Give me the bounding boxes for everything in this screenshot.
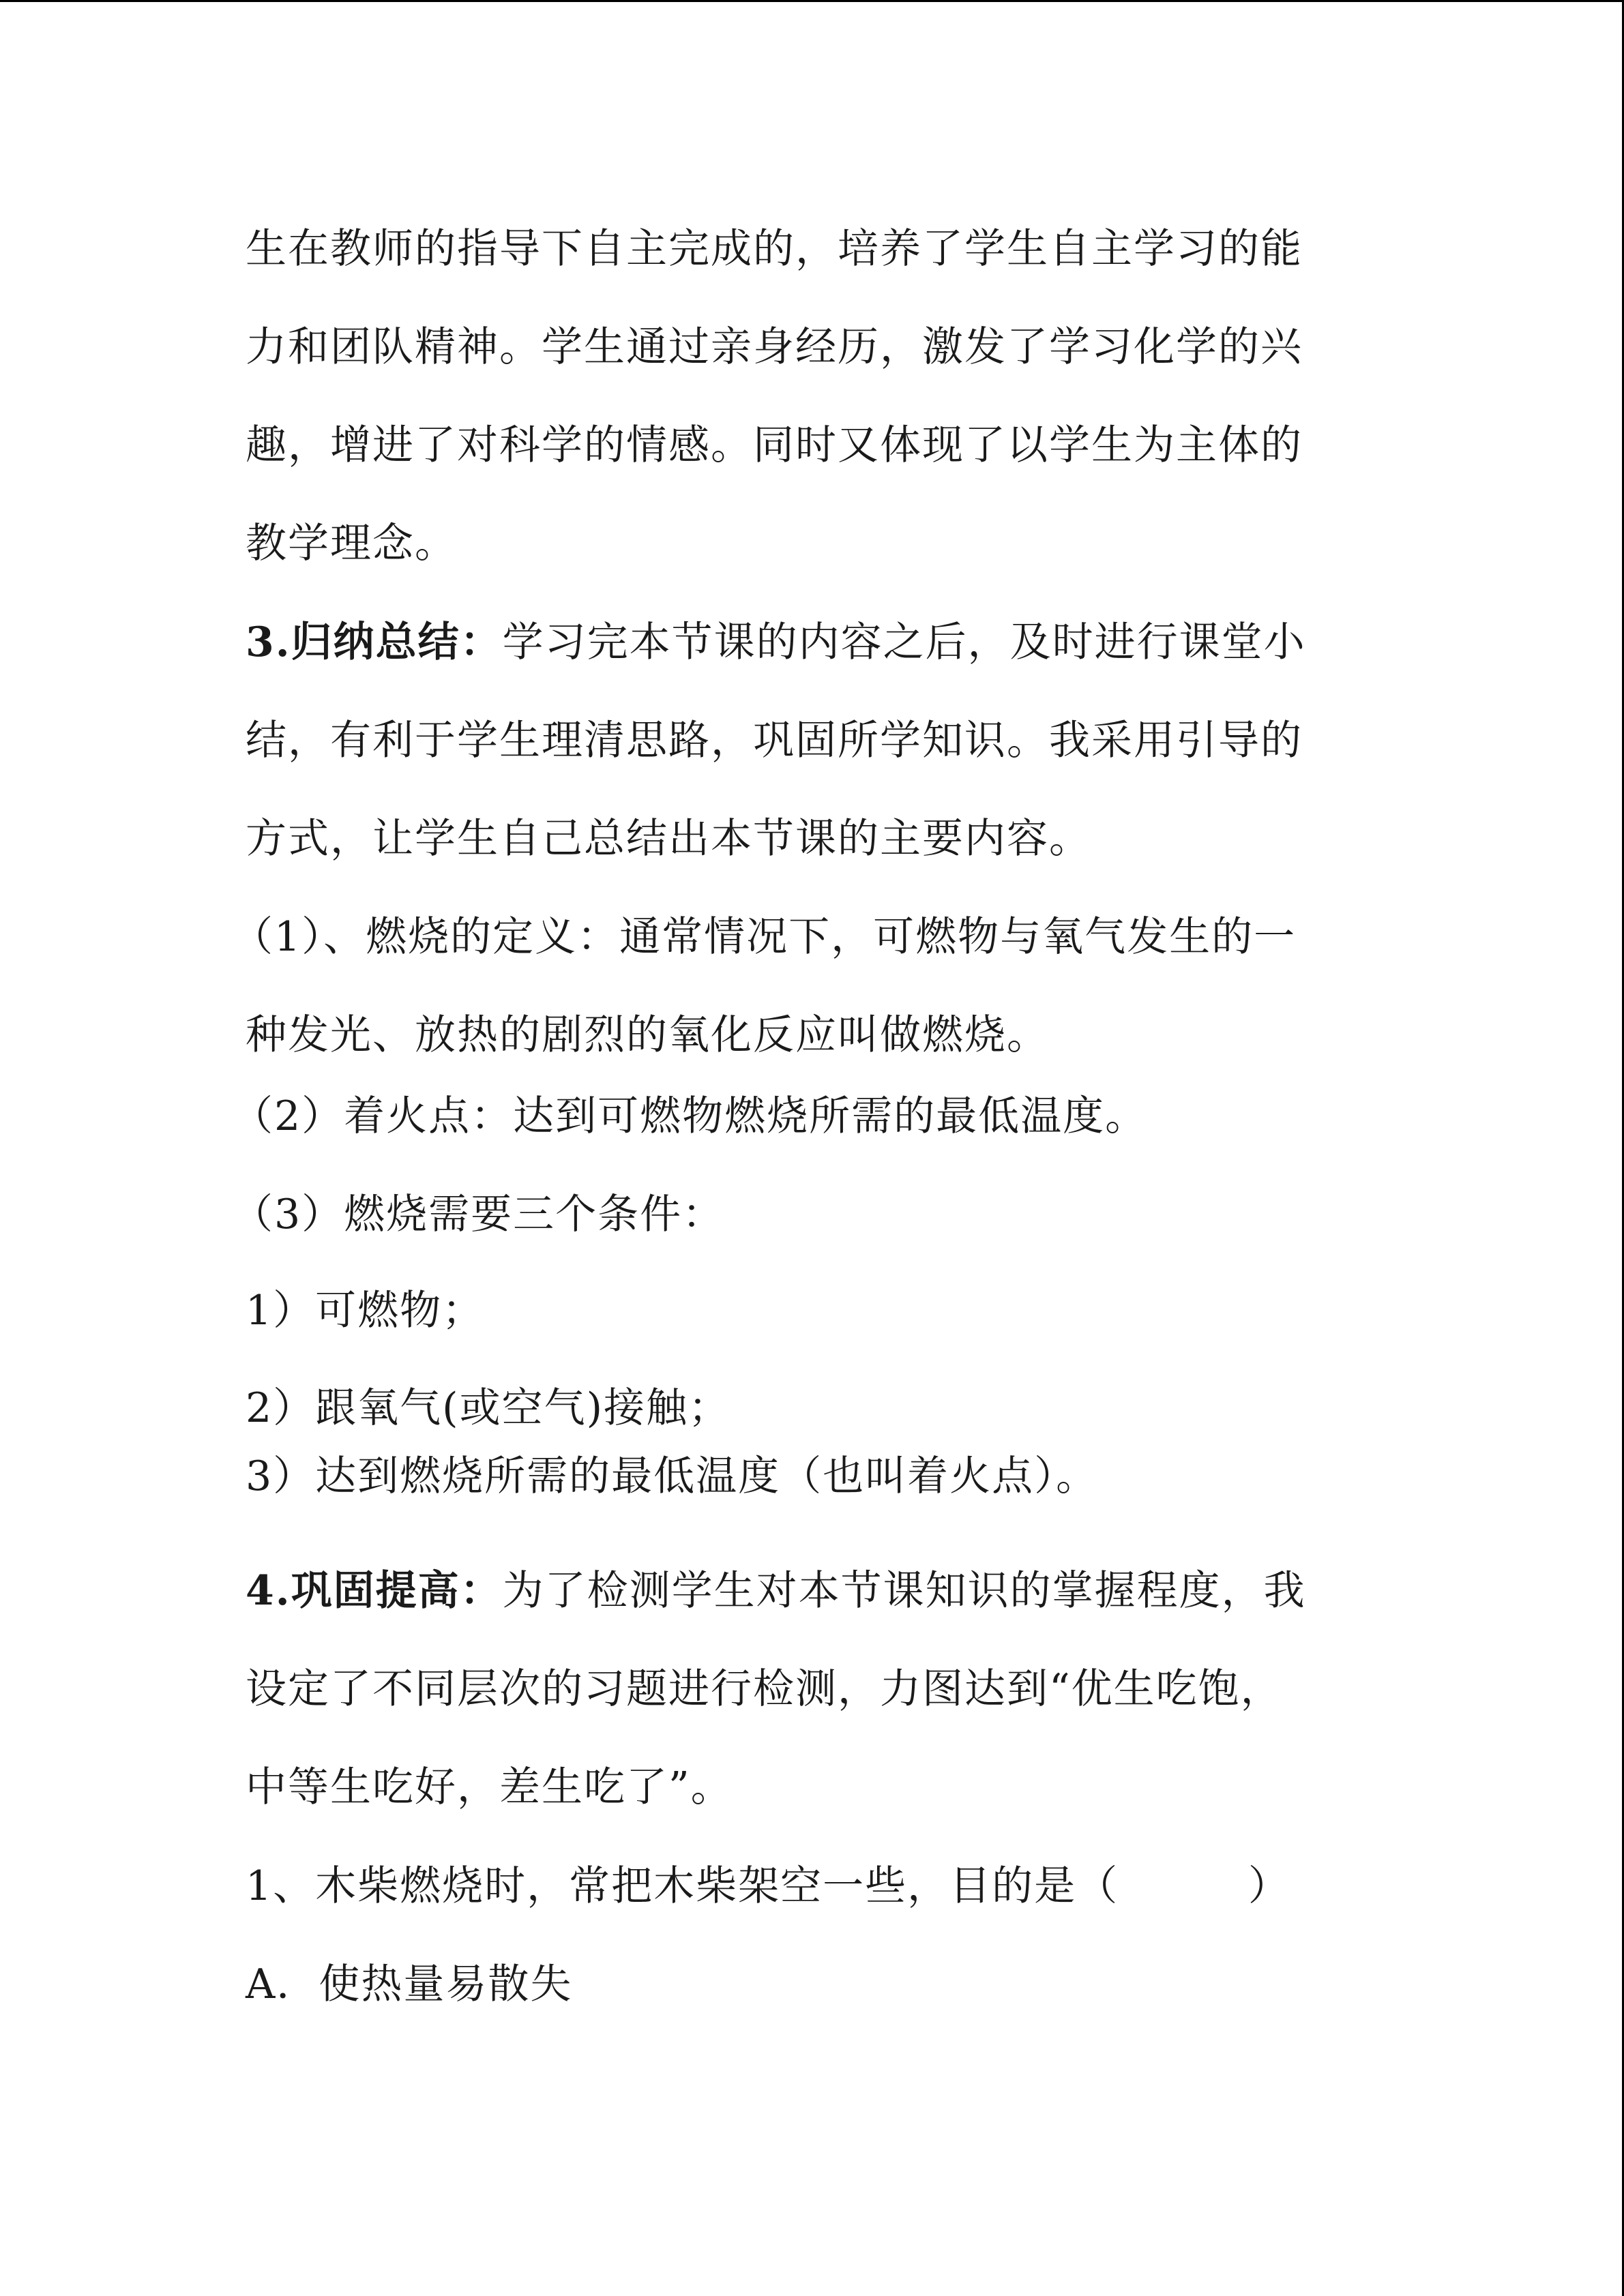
- paragraph-line: 生在教师的指导下自主完成的，培养了学生自主学习的能: [246, 225, 1303, 273]
- question-line: 1、木柴燃烧时，常把木柴架空一些，目的是（ ）: [246, 1862, 1290, 1910]
- section-heading-consolidate: 4.巩固提高：: [246, 1567, 503, 1615]
- list-item: （1）、燃烧的定义：通常情况下，可燃物与氧气发生的一: [232, 913, 1297, 961]
- paragraph-line: 设定了不同层次的习题进行检测，力图达到“优生吃饱，: [246, 1665, 1283, 1713]
- section-summary-line: [246, 615, 1306, 670]
- paragraph-text: 为了检测学生对本节课知识的掌握程度，我: [502, 1567, 1306, 1615]
- answer-option: A．使热量易散失: [246, 1960, 573, 2008]
- paragraph-text: 学习完本节课的内容之后，及时进行课堂小: [502, 618, 1306, 666]
- section-consolidate-line: [246, 1564, 1306, 1618]
- list-item: （3）燃烧需要三个条件：: [232, 1191, 725, 1238]
- list-item: 1）可燃物；: [246, 1287, 485, 1335]
- list-item: （2）着火点：达到可燃物燃烧所需的最低温度。: [232, 1092, 1148, 1140]
- list-item: 3）达到燃烧所需的最低温度（也叫着火点）。: [246, 1452, 1099, 1500]
- paragraph-line: 方式，让学生自己总结出本节课的主要内容。: [246, 815, 1091, 863]
- paragraph-line: 中等生吃好，差生吃了”。: [246, 1763, 733, 1811]
- paragraph-line: 力和团队精神。学生通过亲身经历，激发了学习化学的兴: [246, 323, 1303, 371]
- paragraph-line: 教学理念。: [246, 520, 457, 567]
- paragraph-line: 种发光、放热的剧烈的氧化反应叫做燃烧。: [246, 1011, 1049, 1059]
- list-item: 2）跟氧气(或空气)接触；: [246, 1384, 730, 1432]
- paragraph-line: 趣，增进了对科学的情感。同时又体现了以学生为主体的: [246, 421, 1303, 469]
- section-heading-summary: 3.归纳总结：: [246, 618, 503, 666]
- paragraph-line: 结，有利于学生理清思路，巩固所学知识。我采用引导的: [246, 717, 1303, 764]
